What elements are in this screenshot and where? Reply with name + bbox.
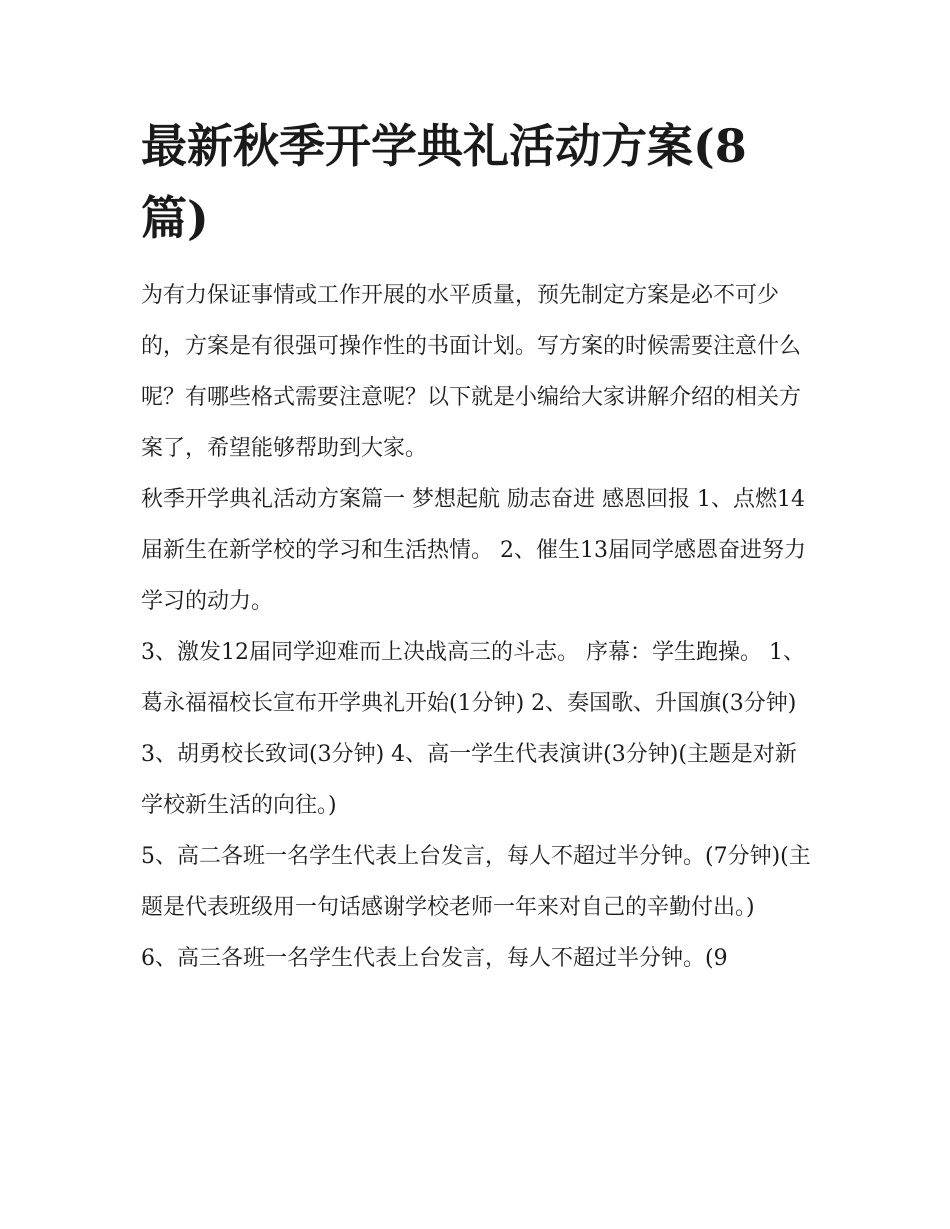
program-paragraph-3: 5、高二各班一名学生代表上台发言，每人不超过半分钟。(7分钟)(主题是代表班级用一句话感谢学校老师一年来对自己的辛勤付出。): [141, 844, 811, 920]
program-paragraph-4: 6、高三各班一名学生代表上台发言，每人不超过半分钟。(9: [141, 946, 728, 971]
intro-paragraph: 为有力保证事情或工作开展的水平质量，预先制定方案是必不可少的，方案是有很强可操作性的书面计划。写方案的时候需要注意什么呢？有哪些格式需要注意呢？以下就是小编给大家讲解介绍的相关方案了，希望能够帮助到大家。: [141, 283, 802, 461]
program-paragraph-1: 3、激发12届同学迎难而上决战高三的斗志。 序幕：学生跑操。 1、葛永福福校长宣布开学典礼开始(1分钟) 2、奏国歌、升国旗(3分钟): [141, 640, 805, 716]
document-page: [141, 110, 813, 984]
program-paragraph-2: 3、胡勇校长致词(3分钟) 4、高一学生代表演讲(3分钟)(主题是对新学校新生活的向往。): [141, 742, 797, 818]
plan-one-paragraph: 秋季开学典礼活动方案篇一 梦想起航 励志奋进 感恩回报 1、点燃14届新生在新学校的学习和生活热情。 2、催生13届同学感恩奋进努力学习的动力。: [141, 487, 806, 614]
document-title: 最新秋季开学典礼活动方案(8篇): [141, 119, 747, 245]
